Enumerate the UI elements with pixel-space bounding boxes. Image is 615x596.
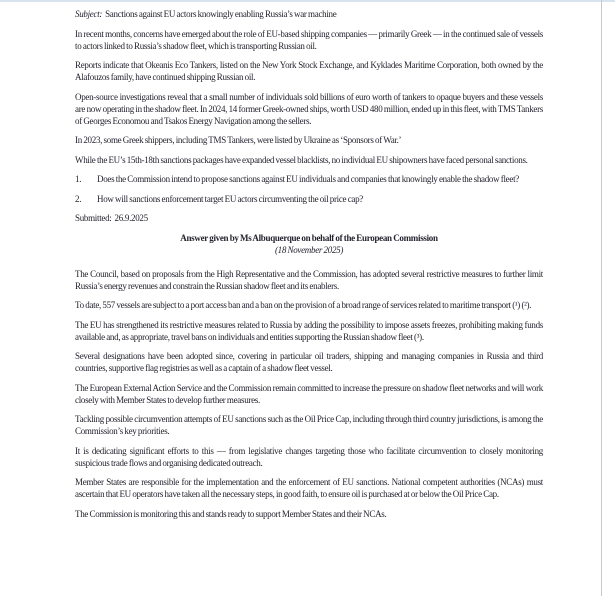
answer-paragraph: The European External Action Service and the Commission remain committed to increase the pressure on shadow fleet networks and will work closely with Member States to develop further measures. <box>75 382 543 405</box>
answer-paragraph: Several designations have been adopted since, covering in particular oil traders, shipping and managing companies in Russia and third countries, supportive flag registries as well as a captain of a shadow fleet vessel. <box>75 351 543 373</box>
answer-date: (18 November 2025) <box>274 244 344 255</box>
page-top-rule <box>0 0 615 2</box>
question-paragraph: While the EU’s 15th-18th sanctions packages have expanded vessel blacklists, no individual EU shipowners have faced personal sanctions. <box>75 154 528 165</box>
document-page <box>75 8 543 527</box>
submitted-line <box>75 212 543 224</box>
numbered-question-2 <box>75 193 543 205</box>
question-text: Does the Commission intend to propose sanctions against EU individuals and companies that knowingly enable the shadow fleet? <box>97 174 519 184</box>
answer-heading: Answer given by Ms Albuquerque on behalf of the European Commission <box>180 232 438 243</box>
numbered-question-1 <box>75 173 543 185</box>
answer-paragraph: Member States are responsible for the implementation and the enforcement of EU sanctions. National competent authorities (NCAs) must ascertain that EU operators have taken all the necessary steps, in good faith, to ensure oil is purchased at or below the Oil Price Cap. <box>75 477 543 499</box>
submitted-label: Submitted: <box>75 213 112 223</box>
subject-label: Subject: <box>75 9 103 19</box>
question-paragraph: In 2023, some Greek shippers, including TMS Tankers, were listed by Ukraine as ‘Sponsors of War.’ <box>75 135 402 145</box>
subject-text: Sanctions against EU actors knowingly enabling Russia’s war machine <box>105 9 337 19</box>
question-paragraph: Reports indicate that Okeanis Eco Tankers, listed on the New York Stock Exchange, and Kyklades Maritime Corporation, both owned by the Alafouzos family, have continued shipping Russian oil. <box>75 60 543 82</box>
answer-paragraph: The Council, based on proposals from the High Representative and the Commission, has adopted several restrictive measures to further limit Russia’s energy revenues and constrain the Russian shadow fleet and its enablers. <box>75 268 543 291</box>
question-paragraph: Open-source investigations reveal that a small number of individuals sold billions of euro worth of tankers to opaque buyers and these vessels are now operating in the shadow fleet. In 2024, 14 former Greek-owned ships, worth USD 480 million, ended up in this fleet, with TMS Tankers of Georges Economou and Tsakos Energy Navigation among the sellers. <box>75 91 543 126</box>
answer-paragraph: The Commission is monitoring this and stands ready to support Member States and their NCAs. <box>75 508 387 519</box>
submitted-date: 26.9.2025 <box>114 213 148 223</box>
subject-line <box>75 8 543 20</box>
question-number: 2. <box>75 193 82 204</box>
page-edge-rule <box>601 0 602 596</box>
question-text: How will sanctions enforcement target EU actors circumventing the oil price cap? <box>97 193 363 204</box>
answer-paragraph: To date, 557 vessels are subject to a port access ban and a ban on the provision of a broad range of services related to maritime transport (¹) (²). <box>75 300 532 310</box>
question-paragraph: In recent months, concerns have emerged about the role of EU-based shipping companies — primarily Greek — in the continued sale of vessels to actors linked to Russia’s shadow fleet, which is transporting Russian oil. <box>75 28 543 51</box>
answer-paragraph: It is dedicating significant efforts to this — from legislative changes targeting those who facilitate circumvention to closely monitoring suspicious trade flows and organising dedicated outreach. <box>75 445 543 468</box>
answer-paragraph: Tackling possible circumvention attempts of EU sanctions such as the Oil Price Cap, including through third country jurisdictions, is among the Commission’s key priorities. <box>75 414 543 436</box>
answer-paragraph: The EU has strengthened its restrictive measures related to Russia by adding the possibility to impose assets freezes, prohibiting making funds available and, as appropriate, travel bans on individuals and entities supporting the Russian shadow fleet (³). <box>75 319 543 342</box>
question-number: 1. <box>75 174 82 184</box>
